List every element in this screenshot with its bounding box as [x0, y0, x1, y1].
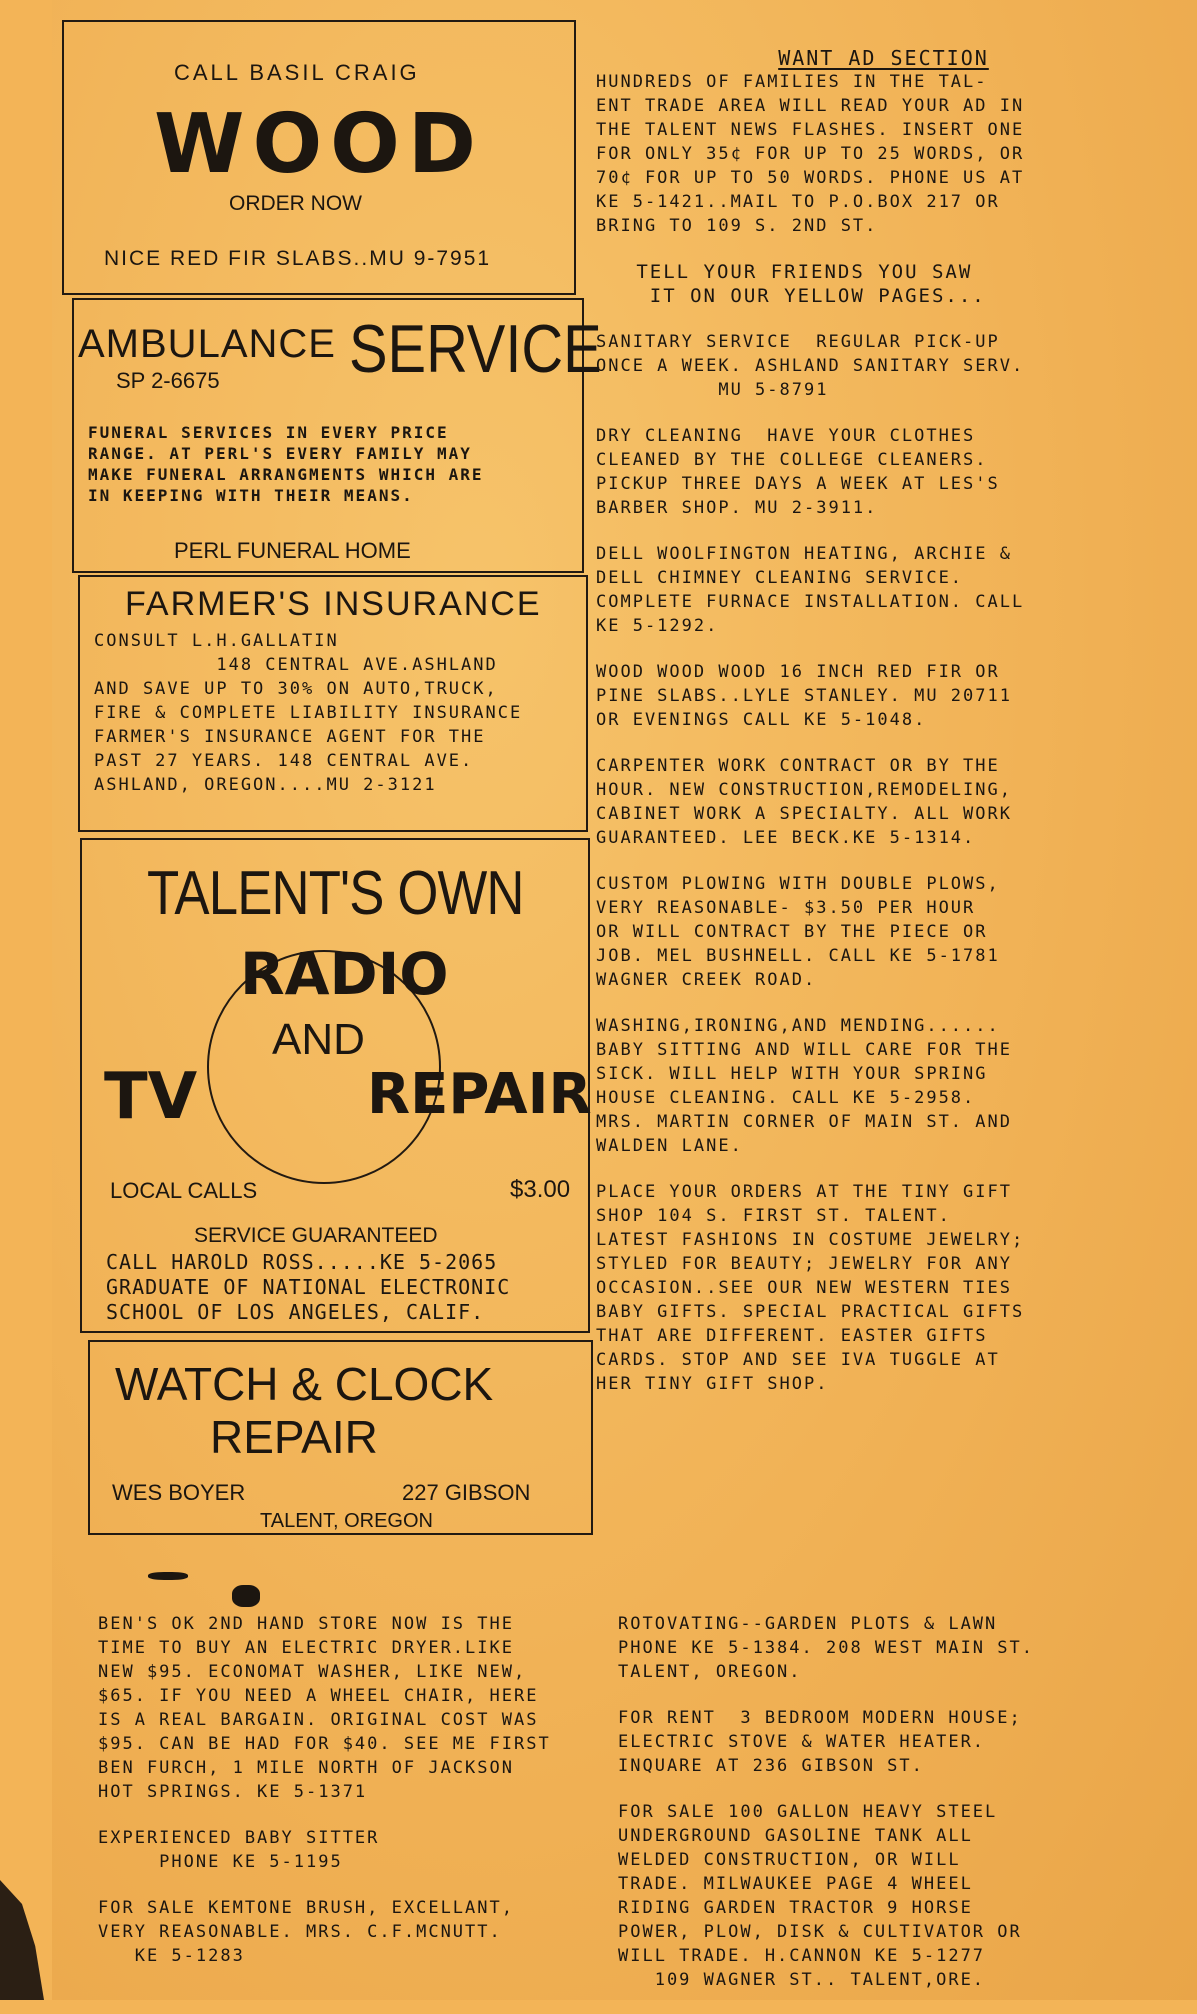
- watch-line1: WATCH & CLOCK: [115, 1358, 494, 1410]
- insurance-ad: [78, 575, 588, 832]
- rotovating-ad: ROTOVATING--GARDEN PLOTS & LAWN PHONE KE 5-1384. 208 WEST MAIN ST. TALENT, OREGON.: [618, 1614, 1034, 1682]
- ambulance-ad: [72, 298, 602, 573]
- funeral-body: FUNERAL SERVICES IN EVERY PRICE RANGE. AT PERL'S EVERY FAMILY MAY MAKE FUNERAL ARRANGMENTS WHICH ARE IN KEEPING WITH THEIR MEANS.: [88, 423, 484, 505]
- watch-city: TALENT, OREGON: [260, 1510, 433, 1532]
- radio-tv-ad: [80, 838, 590, 1333]
- for-rent-ad: FOR RENT 3 BEDROOM MODERN HOUSE; ELECTRIC STOVE & WATER HEATER. INQUARE AT 236 GIBSON ST.: [618, 1708, 1022, 1776]
- bottom-left-column: [98, 1612, 618, 1990]
- want-ad-intro: HUNDREDS OF FAMILIES IN THE TAL- ENT TRADE AREA WILL READ YOUR AD IN THE TALENT NEWS FLASHES. INSERT ONE FOR ONLY 35¢ FOR UP TO 25 WORDS, OR 70¢ FOR UP TO 50 WORDS. PHONE US AT KE 5-1421..MAIL TO P.O.BOX 217 OR BRING TO 109 S. 2ND ST.: [596, 72, 1025, 236]
- ink-smudge: [148, 1572, 188, 1580]
- sanitary-ad: SANITARY SERVICE REGULAR PICK-UP ONCE A WEEK. ASHLAND SANITARY SERV. MU 5-8791: [596, 332, 1025, 400]
- plowing-ad: CUSTOM PLOWING WITH DOUBLE PLOWS, VERY REASONABLE- $3.50 PER HOUR OR WILL CONTRACT BY THE PIECE OR JOB. MEL BUSHNELL. CALL KE 5-1781 WAGNER CREEK ROAD.: [596, 874, 1000, 990]
- want-ad-header: WANT AD SECTION: [778, 46, 989, 70]
- washing-ad: WASHING,IRONING,AND MENDING...... BABY SITTING AND WILL CARE FOR THE SICK. WILL HELP WITH YOUR SPRING HOUSE CLEANING. CALL KE 5-2958. MRS. MARTIN CORNER OF MAIN ST. AND WALDEN LANE.: [596, 1016, 1012, 1156]
- want-ad-tagline: TELL YOUR FRIENDS YOU SAW IT ON OUR YELLOW PAGES...: [636, 261, 986, 307]
- gift-shop-ad: PLACE YOUR ORDERS AT THE TINY GIFT SHOP 104 S. FIRST ST. TALENT. LATEST FASHIONS IN COSTUME JEWELRY; STYLED FOR BEAUTY; JEWELRY FOR ANY OCCASION..SEE OUR NEW WESTERN TIES BABY GIFTS. SPECIAL PRACTICAL GIFTS THAT ARE DIFFERENT. EASTER GIFTS CARDS. STOP AND SEE IVA TUGGLE AT HER TINY GIFT SHOP.: [596, 1182, 1025, 1394]
- insurance-body: CONSULT L.H.GALLATIN 148 CENTRAL AVE.ASHLAND AND SAVE UP TO 30% ON AUTO,TRUCK, FIRE & COMPLETE LIABILITY INSURANCE FARMER'S INSURANCE AGENT FOR THE PAST 27 YEARS. 148 CENTRAL AVE. ASHLAND, OREGON....MU 2-3121: [94, 631, 523, 795]
- watch-name: WES BOYER: [112, 1480, 246, 1505]
- carpenter-ad: CARPENTER WORK CONTRACT OR BY THE HOUR. NEW CONSTRUCTION,REMODELING, CABINET WORK A SPECIALTY. ALL WORK GUARANTEED. LEE BECK.KE 5-1314.: [596, 756, 1012, 848]
- service-guaranteed: SERVICE GUARANTEED: [194, 1224, 438, 1247]
- bens-store-ad: BEN'S OK 2ND HAND STORE NOW IS THE TIME TO BUY AN ELECTRIC DRYER.LIKE NEW $95. ECONOMAT WASHER, LIKE NEW, $65. IF YOU NEED A WHEEL CHAIR, HERE IS A REAL BARGAIN. ORIGINAL COST WAS $95. CAN BE HAD FOR $40. SEE ME FIRST BEN FURCH, 1 MILE NORTH OF JACKSON HOT SPRINGS. KE 5-1371: [98, 1614, 551, 1802]
- watch-clock-ad: [88, 1340, 593, 1535]
- chimney-ad: DELL WOOLFINGTON HEATING, ARCHIE & DELL CHIMNEY CLEANING SERVICE. COMPLETE FURNACE INSTALLATION. CALL KE 5-1292.: [596, 544, 1025, 636]
- ambulance-phone: SP 2-6675: [116, 368, 220, 393]
- bottom-right-column: [618, 1612, 1158, 2014]
- insurance-heading: FARMER'S INSURANCE: [125, 585, 542, 623]
- kemtone-ad: FOR SALE KEMTONE BRUSH, EXCELLANT, VERY REASONABLE. MRS. C.F.MCNUTT. KE 5-1283: [98, 1898, 514, 1966]
- repair-word: REPAIR: [367, 1062, 592, 1127]
- local-calls: LOCAL CALLS: [110, 1178, 258, 1203]
- funeral-signature: PERL FUNERAL HOME: [174, 538, 411, 563]
- radio-ad-title: TALENT'S OWN: [147, 859, 524, 928]
- watch-address: 227 GIBSON: [402, 1480, 531, 1505]
- wood-ad-order: ORDER NOW: [229, 192, 362, 215]
- wood-slabs-ad: WOOD WOOD WOOD 16 INCH RED FIR OR PINE SLABS..LYLE STANLEY. MU 20711 OR EVENINGS CALL KE 5-1048.: [596, 662, 1012, 730]
- tank-for-sale-ad: FOR SALE 100 GALLON HEAVY STEEL UNDERGROUND GASOLINE TANK ALL WELDED CONSTRUCTION, OR WILL TRADE. MILWAUKEE PAGE 4 WHEEL RIDING GARDEN TRACTOR 9 HORSE POWER, PLOW, DISK & CULTIVATOR OR WILL TRADE. H.CANNON KE 5-1277 109 WAGNER ST.. TALENT,ORE.: [618, 1802, 1022, 1990]
- torn-edge: [0, 0, 52, 2000]
- wood-ad: [62, 20, 576, 295]
- ink-blot: [232, 1585, 260, 1607]
- ambulance-word: AMBULANCE: [78, 322, 336, 366]
- tv-word: TV: [104, 1060, 198, 1134]
- radio-contact: CALL HAROLD ROSS.....KE 5-2065 GRADUATE OF NATIONAL ELECTRONIC SCHOOL OF LOS ANGELES, CALIF.: [106, 1250, 511, 1324]
- wood-ad-headline: WOOD: [154, 97, 484, 192]
- watch-line2: REPAIR: [210, 1411, 378, 1463]
- want-ad-column: [596, 46, 1141, 1418]
- and-word: AND: [272, 1015, 365, 1064]
- wood-ad-call: CALL BASIL CRAIG: [174, 60, 420, 85]
- radio-word: RADIO: [240, 940, 449, 1008]
- dry-cleaning-ad: DRY CLEANING HAVE YOUR CLOTHES CLEANED BY THE COLLEGE CLEANERS. PICKUP THREE DAYS A WEEK AT LES'S BARBER SHOP. MU 2-3911.: [596, 426, 1000, 518]
- wood-ad-offer: NICE RED FIR SLABS..MU 9-7951: [104, 247, 492, 270]
- service-word: SERVICE: [349, 311, 602, 387]
- baby-sitter-ad: EXPERIENCED BABY SITTER PHONE KE 5-1195: [98, 1828, 380, 1872]
- local-calls-price: $3.00: [510, 1176, 571, 1203]
